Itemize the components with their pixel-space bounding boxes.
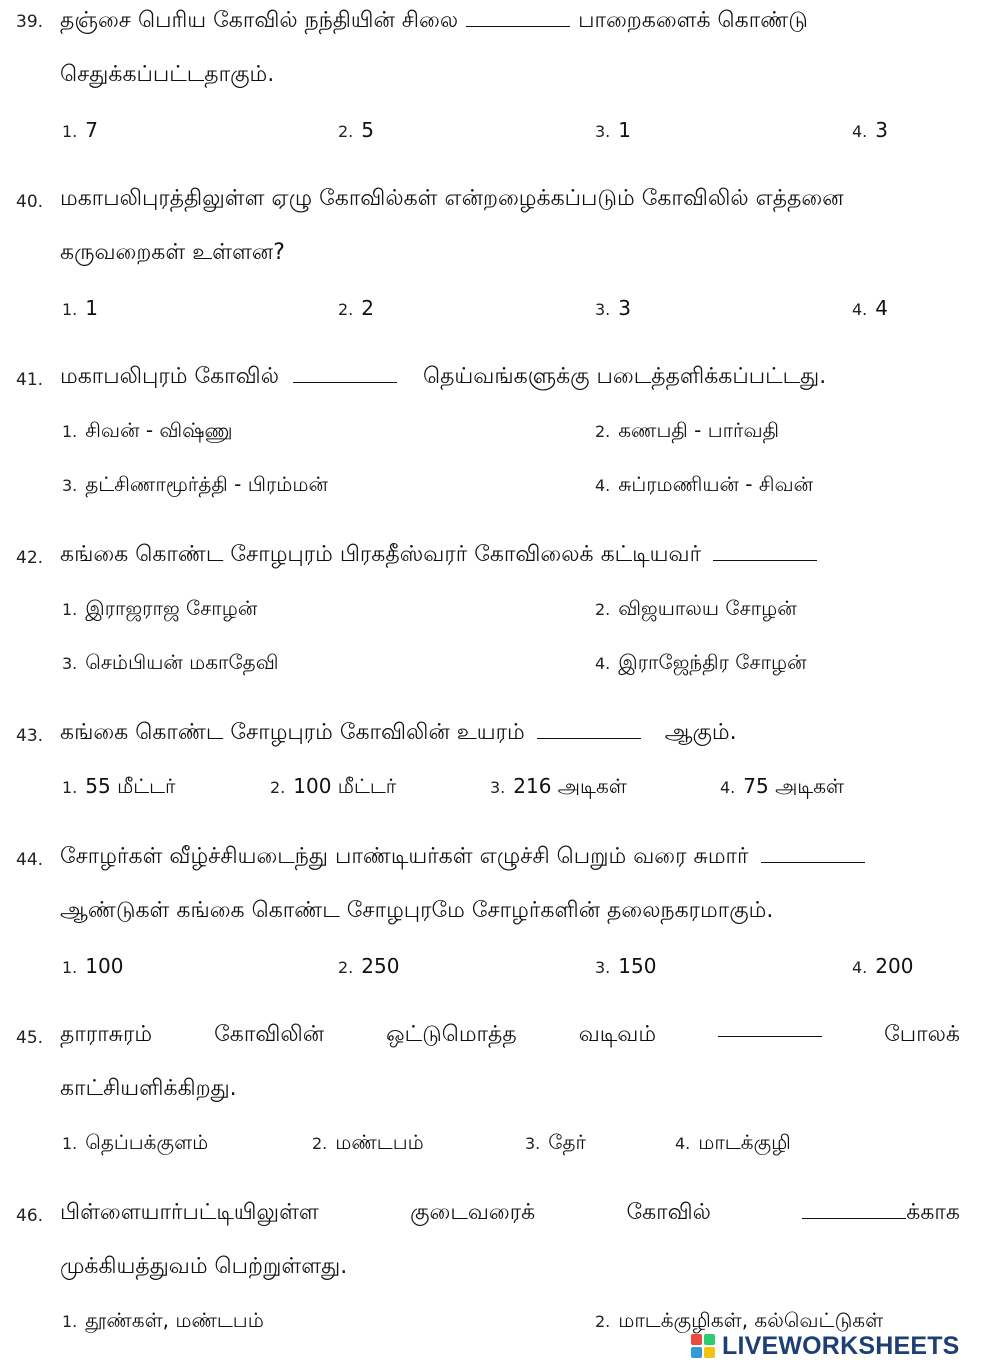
- option-number: 3.: [595, 300, 611, 319]
- option-4[interactable]: [595, 472, 813, 499]
- option-text: 3: [875, 118, 888, 142]
- option-text: 7: [85, 118, 98, 142]
- option-number: 2.: [338, 122, 354, 141]
- question-text: கங்கை கொண்ட சோழபுரம் பிரகதீஸ்வரர் கோவிலைக் கட்டியவர்: [60, 542, 702, 567]
- option-2[interactable]: [595, 596, 797, 623]
- option-number: 4.: [595, 476, 611, 495]
- option-number: 2.: [595, 422, 611, 441]
- question-text: பாறைகளைக் கொண்டு: [578, 8, 808, 33]
- question-word: கோவில்: [626, 1200, 711, 1225]
- question-word: க்காக: [906, 1200, 960, 1225]
- question-text-line1: [60, 1022, 960, 1050]
- question-number: 40.: [16, 192, 44, 212]
- option-3[interactable]: [62, 650, 278, 677]
- option-1[interactable]: [62, 296, 98, 320]
- option-text: செம்பியன் மகாதேவி: [85, 650, 279, 674]
- option-text: 200: [875, 954, 914, 978]
- option-1[interactable]: [62, 954, 123, 978]
- option-1[interactable]: [62, 774, 176, 801]
- question-word: கோவிலின்: [214, 1022, 325, 1047]
- question-text-line2: காட்சியளிக்கிறது.: [60, 1076, 237, 1101]
- option-text: 216 அடிகள்: [513, 774, 627, 798]
- question-text: சோழர்கள் வீழ்ச்சியடைந்து பாண்டியர்கள் எழுச்சி பெறும் வரை சுமார்: [60, 844, 749, 869]
- option-number: 4.: [675, 1134, 691, 1153]
- option-text: தட்சிணாமூர்த்தி - பிரம்மன்: [85, 472, 328, 496]
- answer-blank[interactable]: [761, 848, 865, 863]
- option-number: 3.: [490, 778, 506, 797]
- option-text: 1: [85, 296, 98, 320]
- question-text: தெய்வங்களுக்கு படைத்தளிக்கப்பட்டது.: [422, 364, 827, 389]
- question-word: பிள்ளையார்பட்டியிலுள்ள: [60, 1200, 319, 1225]
- logo-text: LIVEWORKSHEETS: [722, 1331, 960, 1360]
- question-word: குடைவரைக்: [410, 1200, 536, 1225]
- option-text: 250: [361, 954, 400, 978]
- option-number: 3.: [62, 476, 78, 495]
- option-2[interactable]: [270, 774, 396, 801]
- question-number: 42.: [16, 548, 44, 568]
- option-text: 150: [618, 954, 657, 978]
- option-4[interactable]: [675, 1130, 791, 1157]
- question-word: ஒட்டுமொத்த: [386, 1022, 517, 1047]
- option-number: 1.: [62, 300, 78, 319]
- question-text-line2: செதுக்கப்பட்டதாகும்.: [60, 62, 275, 87]
- option-4[interactable]: [852, 296, 888, 320]
- question-text: தஞ்சை பெரிய கோவில் நந்தியின் சிலை: [60, 8, 459, 33]
- question-text-line1: [60, 8, 960, 36]
- liveworksheets-logo[interactable]: [690, 1330, 995, 1362]
- option-number: 4.: [852, 958, 868, 977]
- question-word: தாராசுரம்: [60, 1022, 153, 1047]
- option-text: தேர்: [548, 1130, 586, 1154]
- option-number: 3.: [595, 122, 611, 141]
- answer-blank[interactable]: [466, 12, 570, 27]
- option-2[interactable]: [595, 418, 779, 445]
- option-2[interactable]: [338, 118, 374, 142]
- question-text-line2: ஆண்டுகள் கங்கை கொண்ட சோழபுரமே சோழர்களின் தலைநகரமாகும்.: [60, 898, 774, 923]
- option-1[interactable]: [62, 1308, 264, 1335]
- option-4[interactable]: [720, 774, 844, 801]
- option-text: தெப்பக்குளம்: [85, 1130, 209, 1154]
- option-4[interactable]: [852, 118, 888, 142]
- option-number: 1.: [62, 1134, 78, 1153]
- option-text: சுப்ரமணியன் - சிவன்: [618, 472, 814, 496]
- question-number: 46.: [16, 1206, 44, 1226]
- question-text-line2: கருவறைகள் உள்ளன?: [60, 240, 285, 265]
- option-number: 2.: [595, 1312, 611, 1331]
- option-text: 100 மீட்டர்: [293, 774, 397, 798]
- question-word: வடிவம்: [578, 1022, 657, 1047]
- option-number: 3.: [595, 958, 611, 977]
- option-number: 2.: [270, 778, 286, 797]
- option-number: 4.: [852, 300, 868, 319]
- option-number: 1.: [62, 778, 78, 797]
- question-text-line1: [60, 720, 960, 748]
- option-text: 100: [85, 954, 124, 978]
- question-number: 45.: [16, 1028, 44, 1048]
- option-number: 1.: [62, 1312, 78, 1331]
- option-3[interactable]: [62, 472, 328, 499]
- option-text: 5: [361, 118, 374, 142]
- option-2[interactable]: [312, 1130, 424, 1157]
- option-1[interactable]: [62, 596, 257, 623]
- option-3[interactable]: [490, 774, 627, 801]
- question-number: 39.: [16, 12, 44, 32]
- option-text: 2: [361, 296, 374, 320]
- question-text: கங்கை கொண்ட சோழபுரம் கோவிலின் உயரம்: [60, 720, 525, 745]
- option-number: 1.: [62, 958, 78, 977]
- option-text: இராஜராஜ சோழன்: [85, 596, 258, 620]
- option-number: 2.: [595, 600, 611, 619]
- question-text: மகாபலிபுரம் கோவில்: [60, 364, 279, 389]
- question-text-line2: முக்கியத்துவம் பெற்றுள்ளது.: [60, 1254, 348, 1279]
- option-number: 1.: [62, 122, 78, 141]
- answer-blank[interactable]: [293, 368, 397, 383]
- option-text: 75 அடிகள்: [743, 774, 845, 798]
- answer-blank[interactable]: [537, 724, 641, 739]
- option-text: 3: [618, 296, 631, 320]
- option-number: 4.: [852, 122, 868, 141]
- question-text-line1: மகாபலிபுரத்திலுள்ள ஏழு கோவில்கள் என்றழைக்கப்படும் கோவிலில் எத்தனை: [60, 186, 844, 211]
- option-number: 3.: [525, 1134, 541, 1153]
- option-4[interactable]: [852, 954, 913, 978]
- question-number: 41.: [16, 370, 44, 390]
- option-text: மாடக்குழிகள், கல்வெட்டுகள்: [618, 1308, 884, 1332]
- liveworksheets-logo-icon: [690, 1333, 716, 1359]
- option-1[interactable]: [62, 118, 98, 142]
- question-number: 44.: [16, 850, 44, 870]
- option-number: 1.: [62, 422, 78, 441]
- option-number: 2.: [312, 1134, 328, 1153]
- option-2[interactable]: [338, 954, 399, 978]
- question-word: போலக்: [884, 1022, 960, 1047]
- option-2[interactable]: [338, 296, 374, 320]
- question-text: ஆகும்.: [664, 720, 737, 745]
- option-text: சிவன் - விஷ்ணு: [85, 418, 233, 442]
- question-text-line1: [60, 542, 960, 570]
- question-text-line1: [60, 844, 960, 872]
- answer-blank[interactable]: [802, 1204, 906, 1219]
- option-3[interactable]: [595, 118, 631, 142]
- option-text: 4: [875, 296, 888, 320]
- option-3[interactable]: [595, 954, 656, 978]
- option-text: தூண்கள், மண்டபம்: [85, 1308, 264, 1332]
- option-number: 2.: [338, 958, 354, 977]
- option-text: விஜயாலய சோழன்: [618, 596, 797, 620]
- question-text-line1: [60, 1200, 960, 1228]
- option-text: கணபதி - பார்வதி: [618, 418, 780, 442]
- option-3[interactable]: [525, 1130, 586, 1157]
- option-3[interactable]: [595, 296, 631, 320]
- option-text: 55 மீட்டர்: [85, 774, 176, 798]
- option-1[interactable]: [62, 1130, 208, 1157]
- option-number: 2.: [338, 300, 354, 319]
- option-number: 1.: [62, 600, 78, 619]
- answer-blank[interactable]: [713, 546, 817, 561]
- option-text: 1: [618, 118, 631, 142]
- blank-with-suffix: [802, 1200, 960, 1228]
- option-text: மண்டபம்: [335, 1130, 424, 1154]
- option-number: 4.: [720, 778, 736, 797]
- option-number: 4.: [595, 654, 611, 673]
- question-number: 43.: [16, 726, 44, 746]
- option-1[interactable]: [62, 418, 233, 445]
- option-text: மாடக்குழி: [698, 1130, 791, 1154]
- option-number: 3.: [62, 654, 78, 673]
- option-4[interactable]: [595, 650, 807, 677]
- option-text: இராஜேந்திர சோழன்: [618, 650, 807, 674]
- question-text-line1: [60, 364, 960, 392]
- answer-blank[interactable]: [718, 1022, 822, 1037]
